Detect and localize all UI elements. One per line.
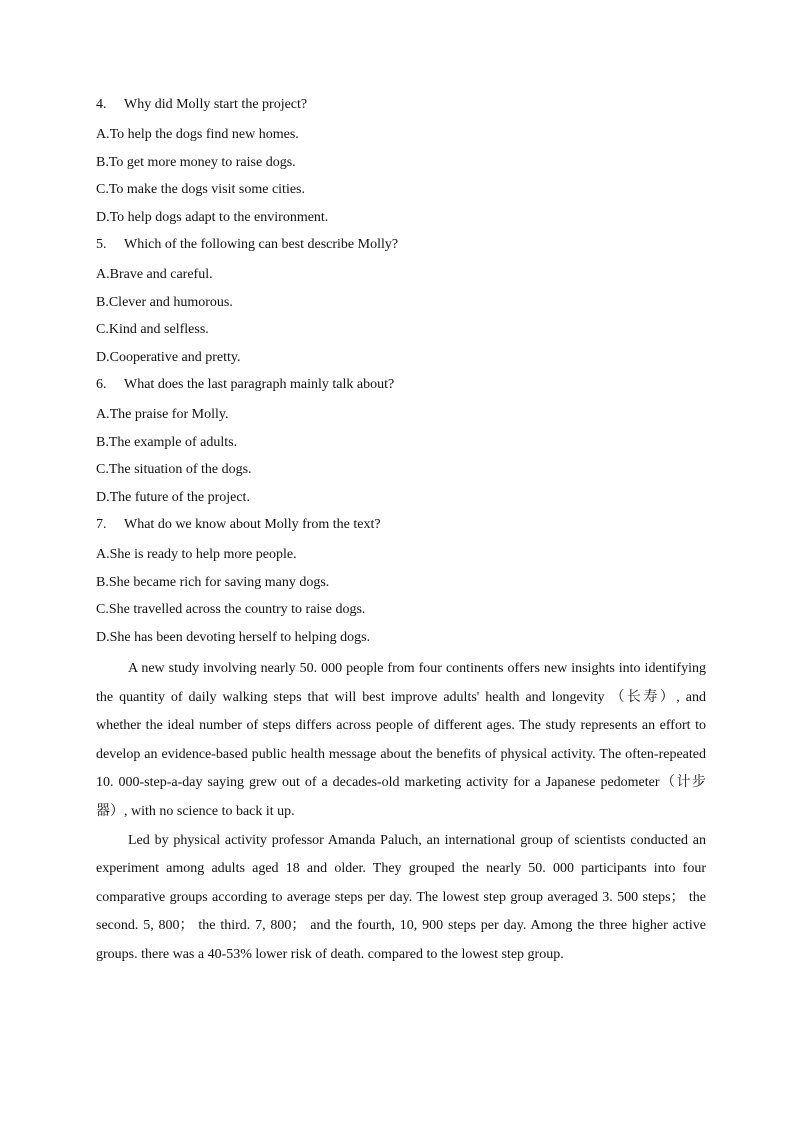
- document-page: [96, 95, 706, 970]
- question-stem: [96, 235, 706, 265]
- option-c: C.To make the dogs visit some cities.: [96, 182, 305, 197]
- option-b: B.To get more money to raise dogs.: [96, 154, 296, 170]
- option-d: D.To help dogs adapt to the environment.: [96, 209, 329, 225]
- question-block-4: [96, 95, 706, 235]
- question-stem: [96, 95, 706, 125]
- question-text: Which of the following can best describe Molly?: [124, 237, 399, 252]
- passage-paragraph: Led by physical activity professor Amanda Paluch, an international group of scientists conducted an experiment among adults aged 18 and older. They grouped the nearly 50. 000 participants into four comparative groups according to average steps per day. The lowest step group averaged 3. 500 steps； the second. 5, 800； the third. 7, 800； and the fourth, 10, 900 steps per day. Among the three higher active groups. there was a 40-53% lower risk of death. compared to the lowest step group.: [96, 832, 706, 962]
- option-a: A.The praise for Molly.: [96, 407, 229, 422]
- option-b: B.Clever and humorous.: [96, 294, 233, 310]
- reading-passage: [96, 655, 706, 970]
- question-number: 6.: [96, 377, 107, 392]
- question-number: 5.: [96, 237, 107, 252]
- question-block-6: [96, 375, 706, 515]
- question-text: What does the last paragraph mainly talk about?: [124, 377, 395, 392]
- question-number: 4.: [96, 97, 107, 112]
- question-text: Why did Molly start the project?: [124, 97, 308, 112]
- option-d: D.She has been devoting herself to helping dogs.: [96, 629, 371, 645]
- option-c: C.She travelled across the country to raise dogs.: [96, 602, 366, 617]
- option-c: C.Kind and selfless.: [96, 322, 209, 337]
- option-d: D.Cooperative and pretty.: [96, 349, 241, 365]
- option-c: C.The situation of the dogs.: [96, 462, 252, 477]
- option-b: B.She became rich for saving many dogs.: [96, 574, 330, 590]
- option-a: A.Brave and careful.: [96, 267, 213, 282]
- question-block-5: [96, 235, 706, 375]
- option-d: D.The future of the project.: [96, 489, 250, 505]
- question-block-7: [96, 515, 706, 655]
- passage-paragraph: A new study involving nearly 50. 000 people from four continents offers new insights into identifying the quantity of daily walking steps that will best improve adults' health and longevity （长寿）, and whether the ideal number of steps differs across people of different ages. The study represents an effort to develop an evidence-based public health message about the benefits of physical activity. The often-repeated 10. 000-step-a-day saying grew out of a decades-old marketing activity for a Japanese pedometer（计步器）, with no science to back it up.: [96, 661, 706, 819]
- question-number: 7.: [96, 517, 107, 532]
- option-a: A.To help the dogs find new homes.: [96, 127, 299, 142]
- question-stem: [96, 515, 706, 545]
- option-b: B.The example of adults.: [96, 434, 238, 450]
- option-a: A.She is ready to help more people.: [96, 547, 297, 562]
- question-stem: [96, 375, 706, 405]
- question-text: What do we know about Molly from the text?: [124, 517, 381, 532]
